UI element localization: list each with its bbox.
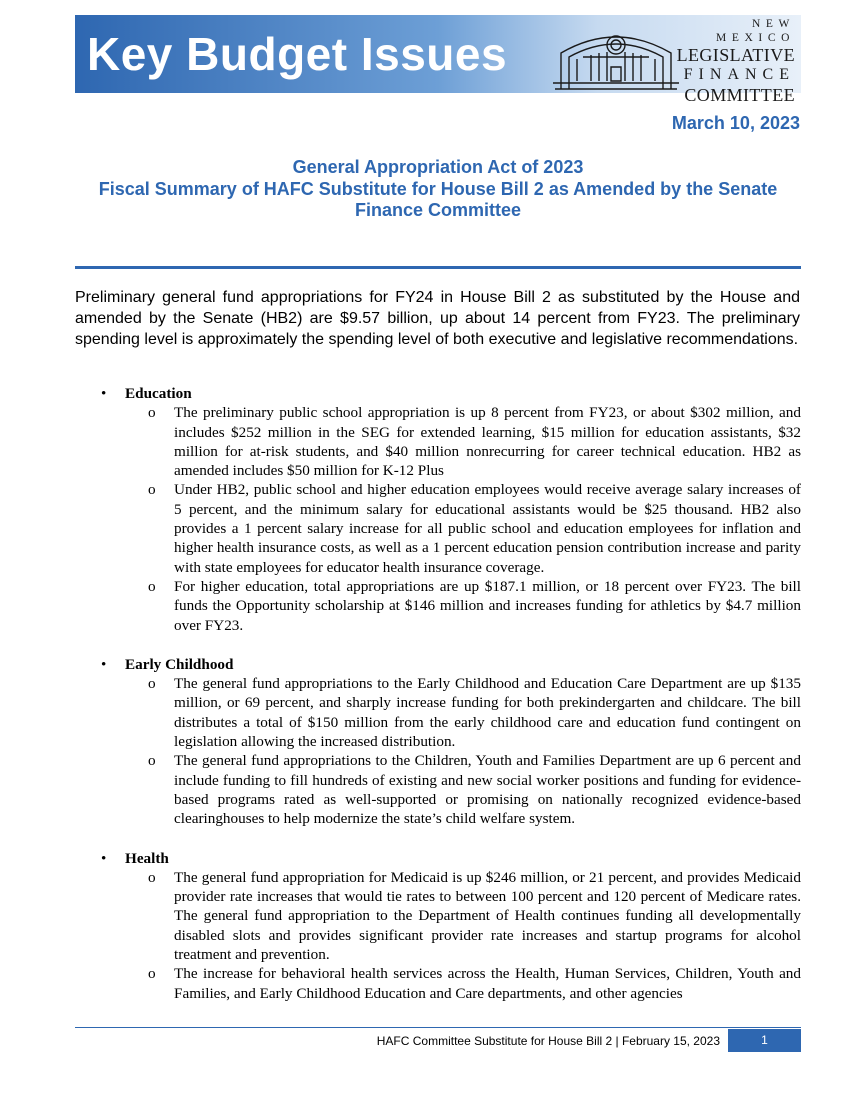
sub-bullet-icon: o xyxy=(148,404,156,422)
list-item xyxy=(75,868,801,964)
footer-text: HAFC Committee Substitute for House Bill 2 | February 15, 2023 xyxy=(376,1034,720,1048)
list-item xyxy=(75,403,801,480)
content-body xyxy=(75,384,801,1023)
section-heading xyxy=(75,655,801,674)
list-item xyxy=(75,964,801,1003)
org-line-finance: FINANCE xyxy=(683,66,795,83)
document-headline xyxy=(75,157,801,222)
section-early-childhood xyxy=(75,655,801,829)
section-heading xyxy=(75,849,801,868)
header-divider xyxy=(75,266,801,269)
footer-divider xyxy=(75,1027,801,1028)
report-date: March 10, 2023 xyxy=(671,113,800,133)
section-education xyxy=(75,384,801,635)
list-item xyxy=(75,577,801,635)
section-health xyxy=(75,849,801,1003)
list-item-text: Under HB2, public school and higher education employees would receive average salary increases of 5 percent, and the minimum salary for educational assistants would be $25 thousand. HB2 also provides a 1 percent salary increase for all public school and education employees for inflation and higher health insurance costs, as well as a 1 percent education pension contribution increase and parity with state employees for educator health insurance coverage. xyxy=(174,481,801,576)
list-item-text: The general fund appropriation for Medicaid is up $246 million, or 21 percent, and provides Medicaid provider rate increases that would tie rates to between 100 percent and 120 percent of Medicare rates. The general fund appropriation to the Department of Health continues funding all developmentally disabled slots and provides significant provider rate increases and startup programs for alcohol treatment and prevention. xyxy=(174,868,801,964)
list-item-text: The general fund appropriations to the Early Childhood and Education Care Department are up $135 million, or 69 percent, and sharply increase funding for both prekindergarten and childcare. The bill distributes a total of $150 million from the early childhood care and education fund contingent on legislation allowing the increased distribution. xyxy=(174,675,801,751)
intro-paragraph: Preliminary general fund appropriations for FY24 in House Bill 2 as substituted by the House and amended by the Senate (HB2) are $9.57 billion, up about 14 percent from FY23. The preliminary spending level is approximately the spending level of both executive and legislative recommendations. xyxy=(75,289,800,348)
lfc-logo-text xyxy=(665,17,795,105)
sub-bullet-icon: o xyxy=(148,868,156,886)
page-number: 1 xyxy=(728,1029,801,1052)
bullet-icon: • xyxy=(101,655,107,673)
header-banner xyxy=(75,15,801,105)
list-item-text: The general fund appropriations to the Children, Youth and Families Department are up 6 percent and include funding to fill hundreds of existing and new social worker positions and funding for evidence-based programs rated as well-supported or promising on nationally recognized evidence-based clearinghouses to help modernize the state’s child welfare system. xyxy=(174,752,801,828)
list-item xyxy=(75,480,801,576)
org-line-legislative: LEGISLATIVE xyxy=(676,45,795,65)
sub-bullet-icon: o xyxy=(148,965,156,983)
list-item-text: The preliminary public school appropriation is up 8 percent from FY23, or about $302 million, and includes $252 million in the SEG for extended learning, $15 million for education assistants, $32 million for at-risk students, and $40 million nonrecurring for career technical education. HB2 as amended includes $50 million for K-12 Plus xyxy=(174,404,801,480)
section-heading-label: Education xyxy=(125,385,192,402)
headline-line-2: Fiscal Summary of HAFC Substitute for House Bill 2 as Amended by the Senate Finance Committee xyxy=(98,178,778,220)
section-heading-label: Health xyxy=(125,849,169,867)
banner-title: Key Budget Issues xyxy=(87,28,508,80)
section-heading xyxy=(75,384,801,403)
list-item xyxy=(75,751,801,828)
sub-bullet-icon: o xyxy=(148,577,156,595)
org-line-committee: COMMITTEE xyxy=(684,85,795,105)
section-heading-label: Early Childhood xyxy=(125,655,234,673)
bullet-icon: • xyxy=(101,385,107,402)
list-item-text: For higher education, total appropriations are up $187.1 million, or 18 percent over FY23. The bill funds the Opportunity scholarship at $146 million and increases funding for athletics by $4.7 million over FY23. xyxy=(174,577,801,634)
sub-bullet-icon: o xyxy=(148,481,156,499)
list-item-text: The increase for behavioral health services across the Health, Human Services, Children, Youth and Families, and Early Childhood Education and Care departments, and other agencies xyxy=(174,965,801,1002)
headline-line-1: General Appropriation Act of 2023 xyxy=(292,157,584,177)
sub-bullet-icon: o xyxy=(148,752,156,770)
org-line-new-mexico: NEW MEXICO xyxy=(716,18,795,44)
bullet-icon: • xyxy=(101,849,107,867)
capitol-building-icon xyxy=(551,23,681,91)
sub-bullet-icon: o xyxy=(148,675,156,693)
list-item xyxy=(75,674,801,751)
